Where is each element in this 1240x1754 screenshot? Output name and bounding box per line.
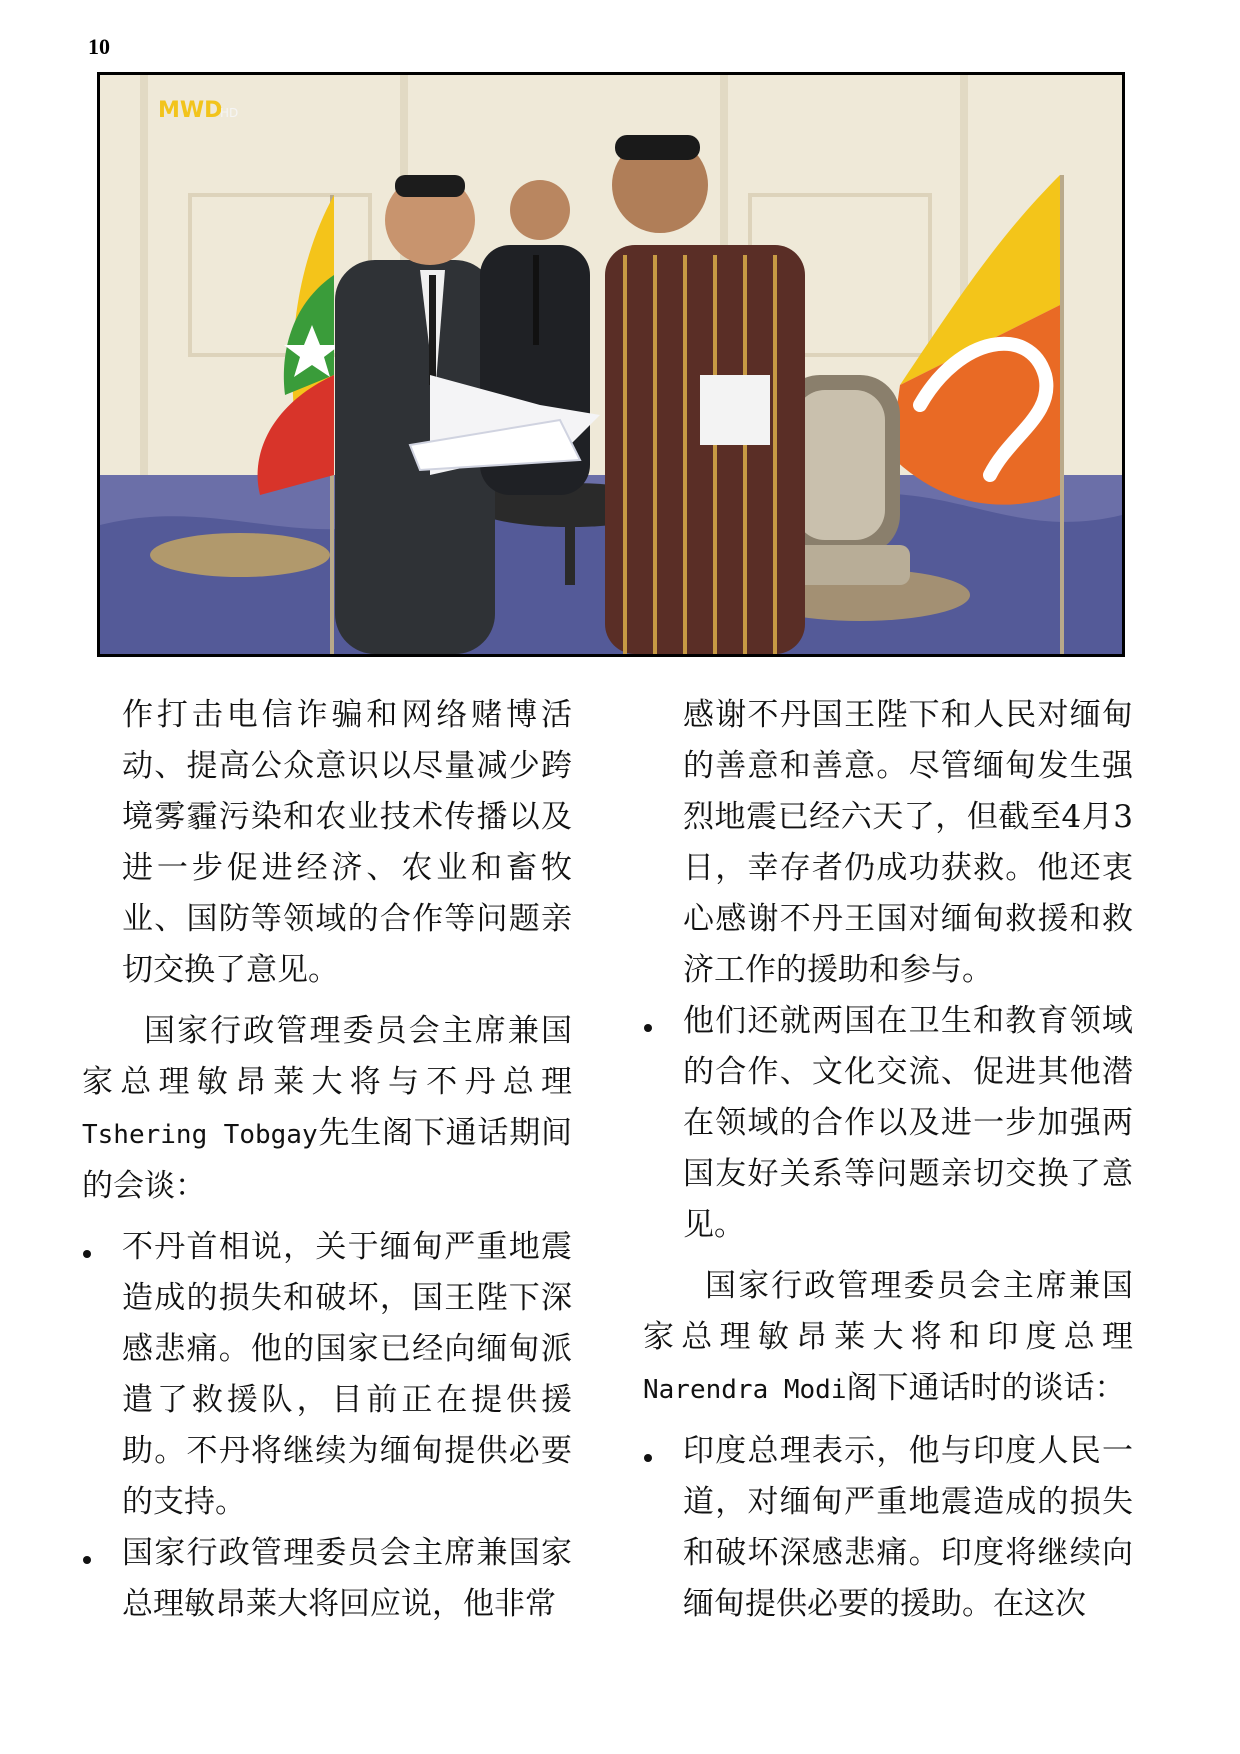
paragraph-intro-bhutan: 国家行政管理委员会主席兼国家总理敏昂莱大将与不丹总理Tshering Tobgay先生阁下通话期间的会谈：: [82, 1013, 572, 1204]
right-column: [643, 690, 1133, 1630]
paragraph-continuation: 感谢不丹国王陛下和人民对缅甸的善意和善意。尽管缅甸发生强烈地震已经六天了，但截至4月3日，幸存者仍成功获救。他还衷心感谢不丹王国对缅甸救援和救济工作的援助和参与。: [683, 697, 1133, 988]
page-number: 10: [88, 34, 110, 59]
bullet-item: 不丹首相说，关于缅甸严重地震造成的损失和破坏，国王陛下深感悲痛。他的国家已经向缅甸派遣了救援队，目前正在提供援助。不丹将继续为缅甸提供必要的支持。: [82, 1222, 572, 1528]
bullet-item: 印度总理表示，他与印度人民一道，对缅甸严重地震造成的损失和破坏深感悲痛。印度将继续向缅甸提供必要的援助。在这次: [643, 1426, 1133, 1630]
left-column: [82, 690, 572, 1630]
bullet-item: 国家行政管理委员会主席兼国家总理敏昂莱大将回应说，他非常: [82, 1528, 572, 1630]
svg-text:MWD: MWD: [158, 98, 223, 123]
bullet-item: 他们还就两国在卫生和教育领域的合作、文化交流、促进其他潜在领域的合作以及进一步加强两国友好关系等问题亲切交换了意见。: [643, 996, 1133, 1251]
paragraph-continuation: 作打击电信诈骗和网络赌博活动、提高公众意识以尽量减少跨境雾霾污染和农业技术传播以及进一步促进经济、农业和畜牧业、国防等领域的合作等问题亲切交换了意见。: [122, 697, 572, 988]
meeting-photo: [97, 72, 1125, 657]
svg-text:HD: HD: [220, 106, 239, 120]
paragraph-intro-india: 国家行政管理委员会主席兼国家总理敏昂莱大将和印度总理Narendra Modi阁下通话时的谈话：: [643, 1268, 1133, 1406]
